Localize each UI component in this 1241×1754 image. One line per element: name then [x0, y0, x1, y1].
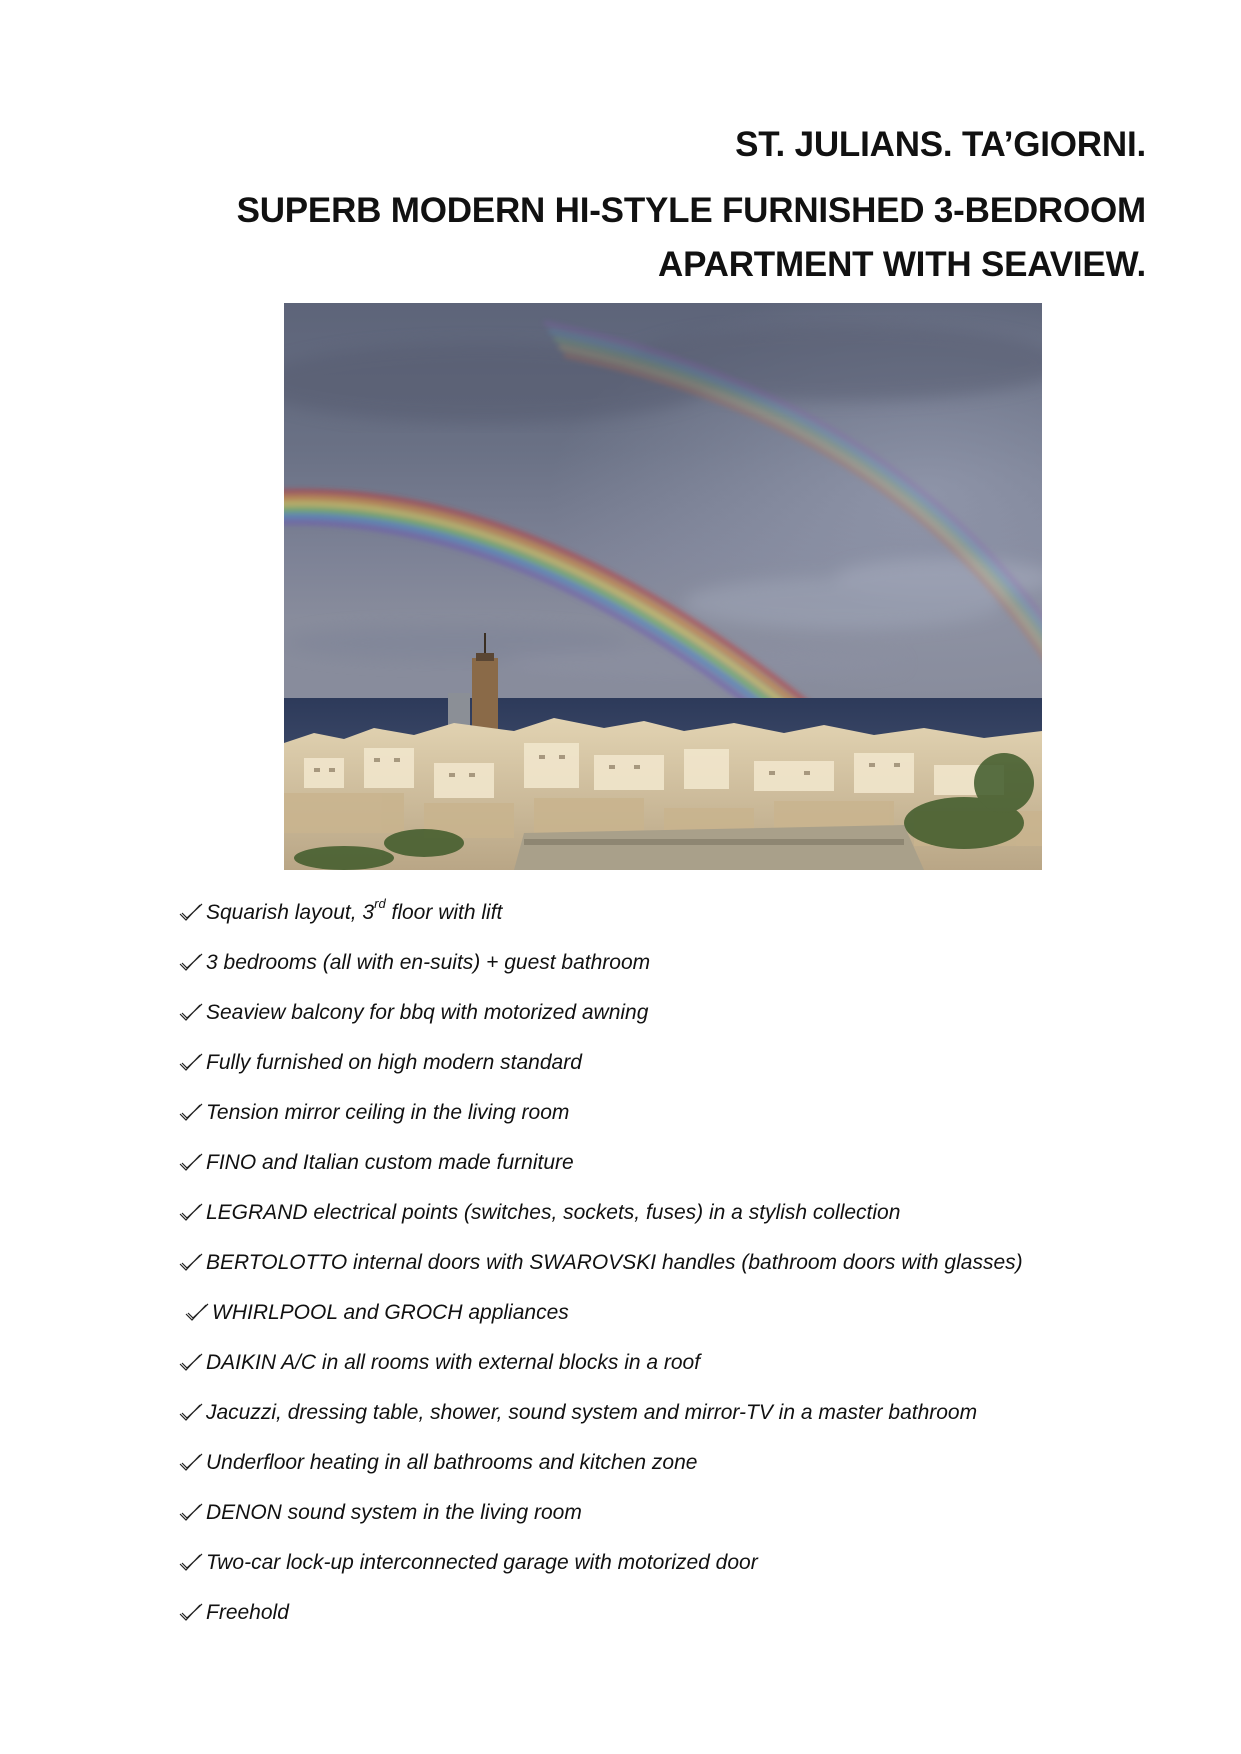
feature-text: DENON sound system in the living room [206, 1501, 582, 1524]
check-mark-icon [178, 902, 206, 924]
list-item [178, 1388, 1023, 1438]
check-mark-icon [178, 1152, 206, 1174]
list-item [178, 888, 1023, 938]
check-mark-icon [178, 1502, 206, 1524]
check-mark-icon [184, 1302, 212, 1324]
feature-text: Squarish layout, 3rd floor with lift [206, 896, 503, 924]
feature-text: BERTOLOTTO internal doors with SWAROVSKI handles (bathroom doors with glasses) [206, 1251, 1023, 1274]
list-item [178, 1338, 1023, 1388]
feature-text: Two-car lock-up interconnected garage with motorized door [206, 1551, 758, 1574]
feature-list [178, 888, 1023, 1638]
check-mark-icon [178, 1102, 206, 1124]
feature-text: DAIKIN A/C in all rooms with external blocks in a roof [206, 1351, 701, 1374]
check-mark-icon [178, 1002, 206, 1024]
location-title: ST. JULIANS. TA’GIORNI. [735, 125, 1146, 164]
check-mark-icon [178, 1252, 206, 1274]
feature-text: Tension mirror ceiling in the living room [206, 1101, 570, 1124]
feature-text: Underfloor heating in all bathrooms and kitchen zone [206, 1451, 698, 1474]
feature-text: FINO and Italian custom made furniture [206, 1151, 574, 1174]
list-item [178, 938, 1023, 988]
list-item [178, 1038, 1023, 1088]
list-item [178, 1438, 1023, 1488]
list-item [178, 988, 1023, 1038]
feature-text: LEGRAND electrical points (switches, sockets, fuses) in a stylish collection [206, 1201, 901, 1224]
list-item [178, 1538, 1023, 1588]
property-title: SUPERB MODERN HI-STYLE FURNISHED 3-BEDROOM APARTMENT WITH SEAVIEW. [236, 191, 1146, 284]
list-item [178, 1488, 1023, 1538]
list-item [178, 1238, 1023, 1288]
feature-text: WHIRLPOOL and GROCH appliances [212, 1301, 569, 1324]
check-mark-icon [178, 1202, 206, 1224]
list-item [178, 1188, 1023, 1238]
check-mark-icon [178, 1602, 206, 1624]
list-item [178, 1088, 1023, 1138]
check-mark-icon [178, 952, 206, 974]
property-photo [284, 303, 1042, 870]
feature-text: 3 bedrooms (all with en-suits) + guest bathroom [206, 951, 651, 974]
feature-text: Jacuzzi, dressing table, shower, sound system and mirror-TV in a master bathroom [206, 1401, 978, 1424]
listing-heading [186, 118, 1146, 292]
list-item [178, 1288, 1023, 1338]
check-mark-icon [178, 1402, 206, 1424]
list-item [178, 1588, 1023, 1638]
check-mark-icon [178, 1552, 206, 1574]
check-mark-icon [178, 1452, 206, 1474]
feature-text: Seaview balcony for bbq with motorized awning [206, 1001, 649, 1024]
check-mark-icon [178, 1052, 206, 1074]
feature-text: Freehold [206, 1601, 289, 1624]
list-item [178, 1138, 1023, 1188]
feature-text: Fully furnished on high modern standard [206, 1051, 582, 1074]
check-mark-icon [178, 1352, 206, 1374]
